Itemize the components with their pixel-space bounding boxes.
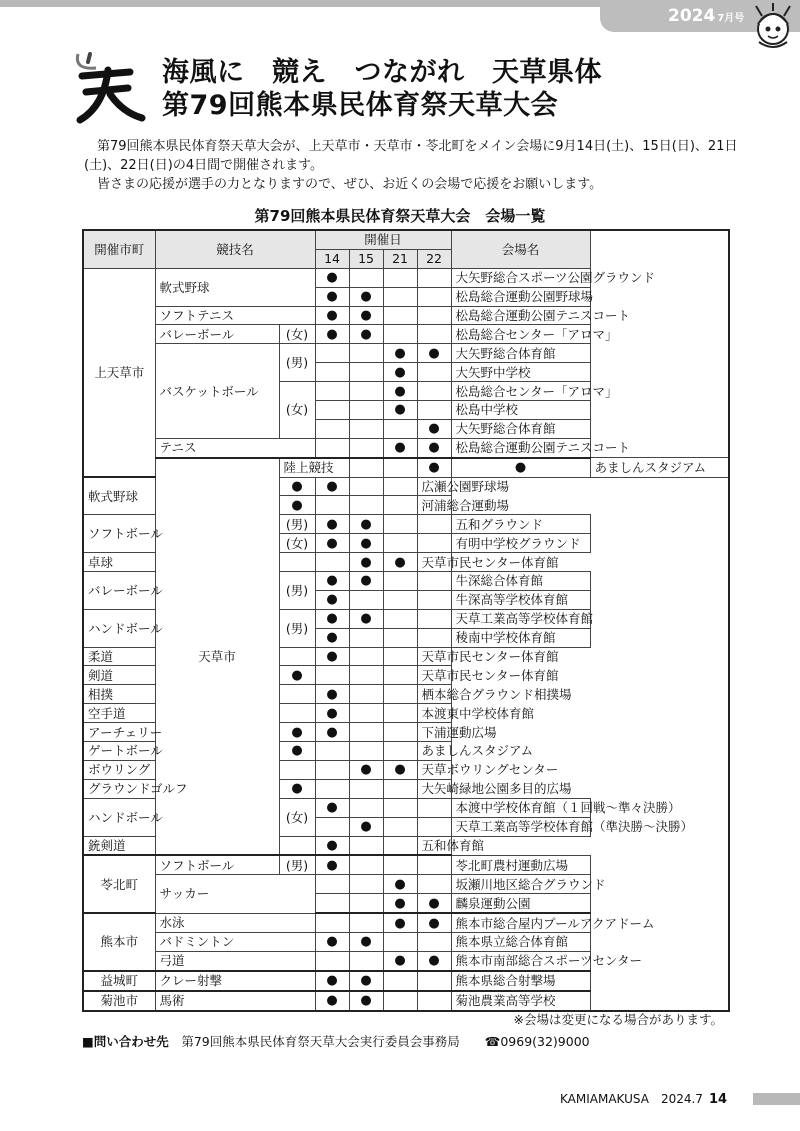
day-mark-cell <box>417 534 451 553</box>
col-day-14: 14 <box>315 249 349 268</box>
venue-cell: 坂瀬川地区総合グラウンド <box>451 875 590 894</box>
sport-cell: 水泳 <box>155 913 315 932</box>
day-mark-cell: ● <box>279 496 315 515</box>
day-mark-cell <box>315 913 349 932</box>
sport-cell: バレーボール <box>83 572 155 610</box>
day-mark-cell <box>383 534 417 553</box>
venue-cell: 栖本総合グラウンド相撲場 <box>417 685 451 704</box>
day-mark-cell <box>349 836 383 855</box>
day-mark-cell <box>383 704 417 723</box>
city-cell: 熊本市 <box>83 913 155 971</box>
day-mark-cell <box>349 438 383 457</box>
day-mark-cell <box>417 628 451 647</box>
day-mark-cell <box>417 363 451 382</box>
day-mark-cell <box>417 306 451 325</box>
city-cell: 益城町 <box>83 971 155 991</box>
table-row <box>83 855 729 874</box>
venue-cell: 有明中学校グラウンド <box>451 534 590 553</box>
venue-cell: 苓北町農村運動広場 <box>451 855 590 874</box>
title-line-2: 第79回熊本県民体育祭天草大会 <box>162 90 559 121</box>
day-mark-cell: ● <box>315 685 349 704</box>
day-mark-cell: ● <box>315 590 349 609</box>
table-row <box>83 666 729 685</box>
gender-cell: (男) <box>279 855 315 874</box>
day-mark-cell <box>315 951 349 970</box>
day-mark-cell <box>349 458 383 477</box>
sport-cell: 剣道 <box>83 666 279 685</box>
day-mark-cell: ● <box>349 553 383 572</box>
day-mark-cell <box>383 477 417 496</box>
day-mark-cell: ● <box>349 515 383 534</box>
day-mark-cell <box>349 647 383 666</box>
day-mark-cell: ● <box>383 951 417 970</box>
sport-cell: ソフトボール <box>155 855 279 874</box>
mascot-icon <box>748 2 798 52</box>
day-mark-cell <box>383 685 417 704</box>
day-mark-cell <box>383 817 417 836</box>
sport-cell: ボウリング <box>83 760 279 779</box>
day-mark-cell <box>349 344 383 363</box>
day-mark-cell: ● <box>349 932 383 951</box>
day-mark-cell <box>417 268 451 287</box>
day-mark-cell <box>417 325 451 344</box>
day-mark-cell <box>383 325 417 344</box>
day-mark-cell <box>383 496 417 515</box>
day-mark-cell: ● <box>279 666 315 685</box>
day-mark-cell <box>383 458 417 477</box>
sport-cell: バドミントン <box>155 932 315 951</box>
day-mark-cell <box>417 287 451 306</box>
day-mark-cell: ● <box>383 553 417 572</box>
day-mark-cell <box>315 363 349 382</box>
day-mark-cell <box>383 971 417 991</box>
venue-cell: 熊本市南部総合スポーツセンター <box>451 951 590 970</box>
day-mark-cell: ● <box>383 344 417 363</box>
day-mark-cell: ● <box>349 817 383 836</box>
table-row <box>83 325 729 344</box>
table-row <box>83 344 729 363</box>
sport-cell: ハンドボール <box>83 609 155 647</box>
venue-cell: 熊本県総合射撃場 <box>451 971 590 991</box>
day-mark-cell: ● <box>315 572 349 591</box>
day-mark-cell <box>383 287 417 306</box>
day-mark-cell <box>315 817 349 836</box>
day-mark-cell <box>383 609 417 628</box>
sport-cell: 柔道 <box>83 647 279 666</box>
day-mark-cell: ● <box>417 913 451 932</box>
table-row <box>83 477 729 496</box>
gender-cell: (女) <box>279 325 315 344</box>
day-mark-cell <box>383 666 417 685</box>
gender-cell: (男) <box>279 344 315 382</box>
sport-cell: グラウンドゴルフ <box>83 779 279 798</box>
venue-cell: 松島総合センター「アロマ」 <box>451 382 590 401</box>
day-mark-cell <box>315 344 349 363</box>
venue-cell: 熊本県立総合体育館 <box>451 932 590 951</box>
gender-cell: (男) <box>279 609 315 647</box>
sport-cell: バスケットボール <box>155 344 279 438</box>
table-row <box>83 932 729 951</box>
day-mark-cell <box>315 438 349 457</box>
table-header-row <box>83 230 729 249</box>
day-mark-cell: ● <box>279 723 315 742</box>
venue-cell: 牛深総合体育館 <box>451 572 590 591</box>
table-row <box>83 971 729 991</box>
venue-cell: あましんスタジアム <box>590 458 729 477</box>
city-cell: 天草市 <box>155 458 279 856</box>
day-mark-cell: ● <box>383 438 417 457</box>
gender-cell: (男) <box>279 572 315 610</box>
table-row <box>83 553 729 572</box>
venue-cell: 菊池農業高等学校 <box>451 991 590 1011</box>
footer-issue: 2024.7 <box>660 1092 703 1106</box>
venue-cell: 大矢野総合体育館 <box>451 419 590 438</box>
day-mark-cell <box>315 382 349 401</box>
contact-label: ■問い合わせ先 <box>82 1034 169 1049</box>
col-day-22: 22 <box>417 249 451 268</box>
venue-cell: 稜南中学校体育館 <box>451 628 590 647</box>
table-title: 第79回熊本県民体育祭天草大会 会場一覧 <box>254 207 546 225</box>
col-day-21: 21 <box>383 249 417 268</box>
table-row <box>83 723 729 742</box>
day-mark-cell: ● <box>315 306 349 325</box>
sport-cell: ソフトテニス <box>155 306 315 325</box>
day-mark-cell <box>279 647 315 666</box>
day-mark-cell: ● <box>349 534 383 553</box>
day-mark-cell <box>417 875 451 894</box>
sport-cell: 銃剣道 <box>83 836 279 855</box>
venue-cell: 大矢野総合体育館 <box>451 344 590 363</box>
day-mark-cell: ● <box>417 458 451 477</box>
day-mark-cell: ● <box>315 628 349 647</box>
day-mark-cell <box>349 628 383 647</box>
day-mark-cell <box>417 515 451 534</box>
city-cell: 苓北町 <box>83 855 155 913</box>
day-mark-cell <box>383 779 417 798</box>
venue-cell: 大矢野中学校 <box>451 363 590 382</box>
venue-cell: 天草市民センター体育館 <box>417 666 451 685</box>
day-mark-cell: ● <box>315 836 349 855</box>
gender-cell: (男) <box>279 515 315 534</box>
day-mark-cell <box>315 419 349 438</box>
day-mark-cell <box>349 855 383 874</box>
day-mark-cell: ● <box>315 932 349 951</box>
day-mark-cell: ● <box>315 647 349 666</box>
day-mark-cell: ● <box>279 477 315 496</box>
day-mark-cell <box>349 723 383 742</box>
day-mark-cell <box>349 401 383 420</box>
venue-cell: 熊本市総合屋内プールアクアドーム <box>451 913 590 932</box>
sport-cell: 陸上競技 <box>279 458 349 477</box>
day-mark-cell <box>383 855 417 874</box>
day-mark-cell: ● <box>349 991 383 1011</box>
venue-cell: 大矢野総合スポーツ公園グラウンド <box>451 268 590 287</box>
day-mark-cell <box>383 647 417 666</box>
day-mark-cell: ● <box>383 875 417 894</box>
day-mark-cell: ● <box>315 325 349 344</box>
city-cell: 上天草市 <box>83 268 155 477</box>
day-mark-cell: ● <box>349 760 383 779</box>
table-row <box>83 268 729 287</box>
day-mark-cell <box>279 704 315 723</box>
day-mark-cell: ● <box>417 951 451 970</box>
day-mark-cell <box>383 723 417 742</box>
day-mark-cell <box>383 590 417 609</box>
day-mark-cell: ● <box>383 363 417 382</box>
issue-label: 2024 7月号 <box>668 6 745 26</box>
day-mark-cell: ● <box>315 534 349 553</box>
day-mark-cell: ● <box>315 477 349 496</box>
day-mark-cell <box>417 817 451 836</box>
table-row <box>83 438 729 457</box>
day-mark-cell: ● <box>349 572 383 591</box>
footer-magazine: KAMIAMAKUSA <box>560 1092 649 1106</box>
table-row <box>83 875 729 894</box>
intro-paragraph-2: 皆さまの応援が選手の力となりますので、ぜひ、お近くの会場で応援をお願いします。 <box>97 177 603 192</box>
table-row <box>83 991 729 1011</box>
day-mark-cell: ● <box>349 287 383 306</box>
day-mark-cell: ● <box>349 306 383 325</box>
sport-cell: 軟式野球 <box>155 268 315 306</box>
day-mark-cell <box>315 666 349 685</box>
day-mark-cell <box>417 798 451 817</box>
day-mark-cell <box>417 971 451 991</box>
venue-cell: 松島総合センター「アロマ」 <box>451 325 590 344</box>
table-row <box>83 458 729 477</box>
day-mark-cell <box>349 951 383 970</box>
day-mark-cell <box>349 419 383 438</box>
venue-cell: 麟泉運動公園 <box>451 894 590 913</box>
day-mark-cell <box>383 932 417 951</box>
sport-cell: 相撲 <box>83 685 279 704</box>
day-mark-cell: ● <box>315 723 349 742</box>
day-mark-cell <box>383 572 417 591</box>
venue-cell: 五和グラウンド <box>451 515 590 534</box>
day-mark-cell: ● <box>383 401 417 420</box>
gender-cell: (女) <box>279 534 315 553</box>
title-line-1: 海風に 競え つながれ 天草県体 <box>162 57 602 88</box>
day-mark-cell <box>383 742 417 761</box>
day-mark-cell: ● <box>383 894 417 913</box>
sport-cell: 空手道 <box>83 704 279 723</box>
day-mark-cell: ● <box>279 779 315 798</box>
day-mark-cell <box>417 572 451 591</box>
venue-cell: 天草工業高等学校体育館（準決勝～決勝） <box>451 817 590 836</box>
day-mark-cell <box>417 382 451 401</box>
day-mark-cell <box>383 628 417 647</box>
venue-table <box>82 229 730 1012</box>
table-row <box>83 704 729 723</box>
sport-cell: ソフトボール <box>83 515 155 553</box>
sport-cell: 軟式野球 <box>83 477 279 515</box>
day-mark-cell <box>279 685 315 704</box>
day-mark-cell: ● <box>315 991 349 1011</box>
col-dates: 開催日 <box>315 230 451 249</box>
venue-cell: あましんスタジアム <box>417 742 451 761</box>
day-mark-cell <box>417 401 451 420</box>
day-mark-cell: ● <box>279 742 315 761</box>
table-row <box>83 913 729 932</box>
day-mark-cell <box>315 779 349 798</box>
day-mark-cell <box>417 609 451 628</box>
intro-text <box>84 137 744 194</box>
sport-cell: ゲートボール <box>83 742 279 761</box>
day-mark-cell <box>279 836 315 855</box>
day-mark-cell <box>315 496 349 515</box>
day-mark-cell <box>349 779 383 798</box>
table-row <box>83 836 729 855</box>
col-venue: 会場名 <box>451 230 590 268</box>
contact-info <box>82 1032 590 1050</box>
table-row <box>83 742 729 761</box>
contact-tel: ☎0969(32)9000 <box>484 1034 590 1049</box>
sport-cell: 馬術 <box>155 991 315 1011</box>
venue-cell: 本渡中学校体育館（１回戦～準々決勝） <box>451 798 590 817</box>
day-mark-cell: ● <box>315 287 349 306</box>
day-mark-cell <box>349 477 383 496</box>
sport-cell: バレーボール <box>155 325 279 344</box>
venue-cell: 松島総合運動公園野球場 <box>451 287 590 306</box>
amakusa-kentai-logo <box>70 48 148 124</box>
day-mark-cell: ● <box>349 971 383 991</box>
day-mark-cell <box>417 932 451 951</box>
day-mark-cell: ● <box>349 325 383 344</box>
day-mark-cell <box>315 742 349 761</box>
sport-cell: 弓道 <box>155 951 315 970</box>
contact-org: 第79回熊本県民体育祭天草大会実行委員会事務局 <box>181 1034 460 1049</box>
day-mark-cell <box>383 268 417 287</box>
venue-cell: 松島中学校 <box>451 401 590 420</box>
day-mark-cell <box>349 913 383 932</box>
day-mark-cell <box>349 875 383 894</box>
day-mark-cell: ● <box>315 704 349 723</box>
day-mark-cell: ● <box>315 798 349 817</box>
sport-cell: クレー射撃 <box>155 971 315 991</box>
venue-cell: 五和体育館 <box>417 836 451 855</box>
day-mark-cell: ● <box>315 971 349 991</box>
day-mark-cell: ● <box>315 515 349 534</box>
change-note: ※会場は変更になる場合があります。 <box>513 1012 723 1027</box>
venue-cell: 天草市民センター体育館 <box>417 647 451 666</box>
table-row <box>83 306 729 325</box>
day-mark-cell <box>383 836 417 855</box>
day-mark-cell <box>383 419 417 438</box>
day-mark-cell <box>279 553 315 572</box>
day-mark-cell <box>315 553 349 572</box>
table-row <box>83 760 729 779</box>
day-mark-cell <box>349 496 383 515</box>
day-mark-cell <box>417 991 451 1011</box>
day-mark-cell: ● <box>383 913 417 932</box>
venue-cell: 大矢崎緑地公園多目的広場 <box>417 779 451 798</box>
col-sport: 競技名 <box>155 230 315 268</box>
day-mark-cell <box>315 894 349 913</box>
day-mark-cell <box>349 590 383 609</box>
day-mark-cell <box>315 875 349 894</box>
day-mark-cell <box>383 798 417 817</box>
day-mark-cell <box>349 666 383 685</box>
venue-cell: 本渡東中学校体育館 <box>417 704 451 723</box>
page-number: 14 <box>708 1092 728 1107</box>
day-mark-cell: ● <box>417 344 451 363</box>
day-mark-cell <box>315 760 349 779</box>
table-row <box>83 685 729 704</box>
venue-cell: 天草ボウリングセンター <box>417 760 451 779</box>
day-mark-cell <box>315 401 349 420</box>
venue-cell: 河浦総合運動場 <box>417 496 451 515</box>
day-mark-cell <box>417 590 451 609</box>
day-mark-cell <box>349 363 383 382</box>
venue-cell: 下浦運動広場 <box>417 723 451 742</box>
table-row <box>83 951 729 970</box>
col-day-15: 15 <box>349 249 383 268</box>
day-mark-cell: ● <box>417 438 451 457</box>
venue-cell: 広瀬公園野球場 <box>417 477 451 496</box>
sport-cell: ハンドボール <box>83 798 155 836</box>
gender-cell: (女) <box>279 798 315 836</box>
venue-cell: 松島総合運動公園テニスコート <box>451 438 590 457</box>
day-mark-cell <box>349 382 383 401</box>
day-mark-cell: ● <box>451 458 590 477</box>
day-mark-cell <box>349 685 383 704</box>
intro-paragraph-1: 第79回熊本県民体育祭天草大会が、上天草市・天草市・苓北町をメイン会場に9月14日(土)、15日(日)、21日(土)、22日(日)の4日間で開催されます。 <box>84 139 738 173</box>
day-mark-cell <box>349 704 383 723</box>
day-mark-cell <box>417 855 451 874</box>
day-mark-cell: ● <box>417 419 451 438</box>
venue-cell: 天草工業高等学校体育館 <box>451 609 590 628</box>
venue-cell: 牛深高等学校体育館 <box>451 590 590 609</box>
table-row <box>83 647 729 666</box>
page-footer <box>560 1090 727 1107</box>
day-mark-cell: ● <box>315 268 349 287</box>
page-title <box>162 56 602 122</box>
city-cell: 菊池市 <box>83 991 155 1011</box>
day-mark-cell <box>383 306 417 325</box>
table-row <box>83 779 729 798</box>
sport-cell: アーチェリー <box>83 723 279 742</box>
sport-cell: テニス <box>155 438 315 457</box>
day-mark-cell <box>349 798 383 817</box>
col-city: 開催市町 <box>83 230 155 268</box>
day-mark-cell <box>383 515 417 534</box>
venue-cell: 松島総合運動公園テニスコート <box>451 306 590 325</box>
footer-bar <box>753 1093 800 1105</box>
venue-cell: 天草市民センター体育館 <box>417 553 451 572</box>
day-mark-cell: ● <box>349 609 383 628</box>
day-mark-cell: ● <box>417 894 451 913</box>
day-mark-cell: ● <box>315 855 349 874</box>
day-mark-cell: ● <box>383 382 417 401</box>
day-mark-cell <box>349 268 383 287</box>
gender-cell: (女) <box>279 382 315 439</box>
sport-cell: サッカー <box>155 875 315 913</box>
day-mark-cell: ● <box>315 609 349 628</box>
day-mark-cell <box>349 742 383 761</box>
day-mark-cell <box>383 991 417 1011</box>
day-mark-cell <box>279 760 315 779</box>
day-mark-cell: ● <box>383 760 417 779</box>
top-bar <box>0 0 640 7</box>
day-mark-cell <box>349 894 383 913</box>
sport-cell: 卓球 <box>83 553 279 572</box>
